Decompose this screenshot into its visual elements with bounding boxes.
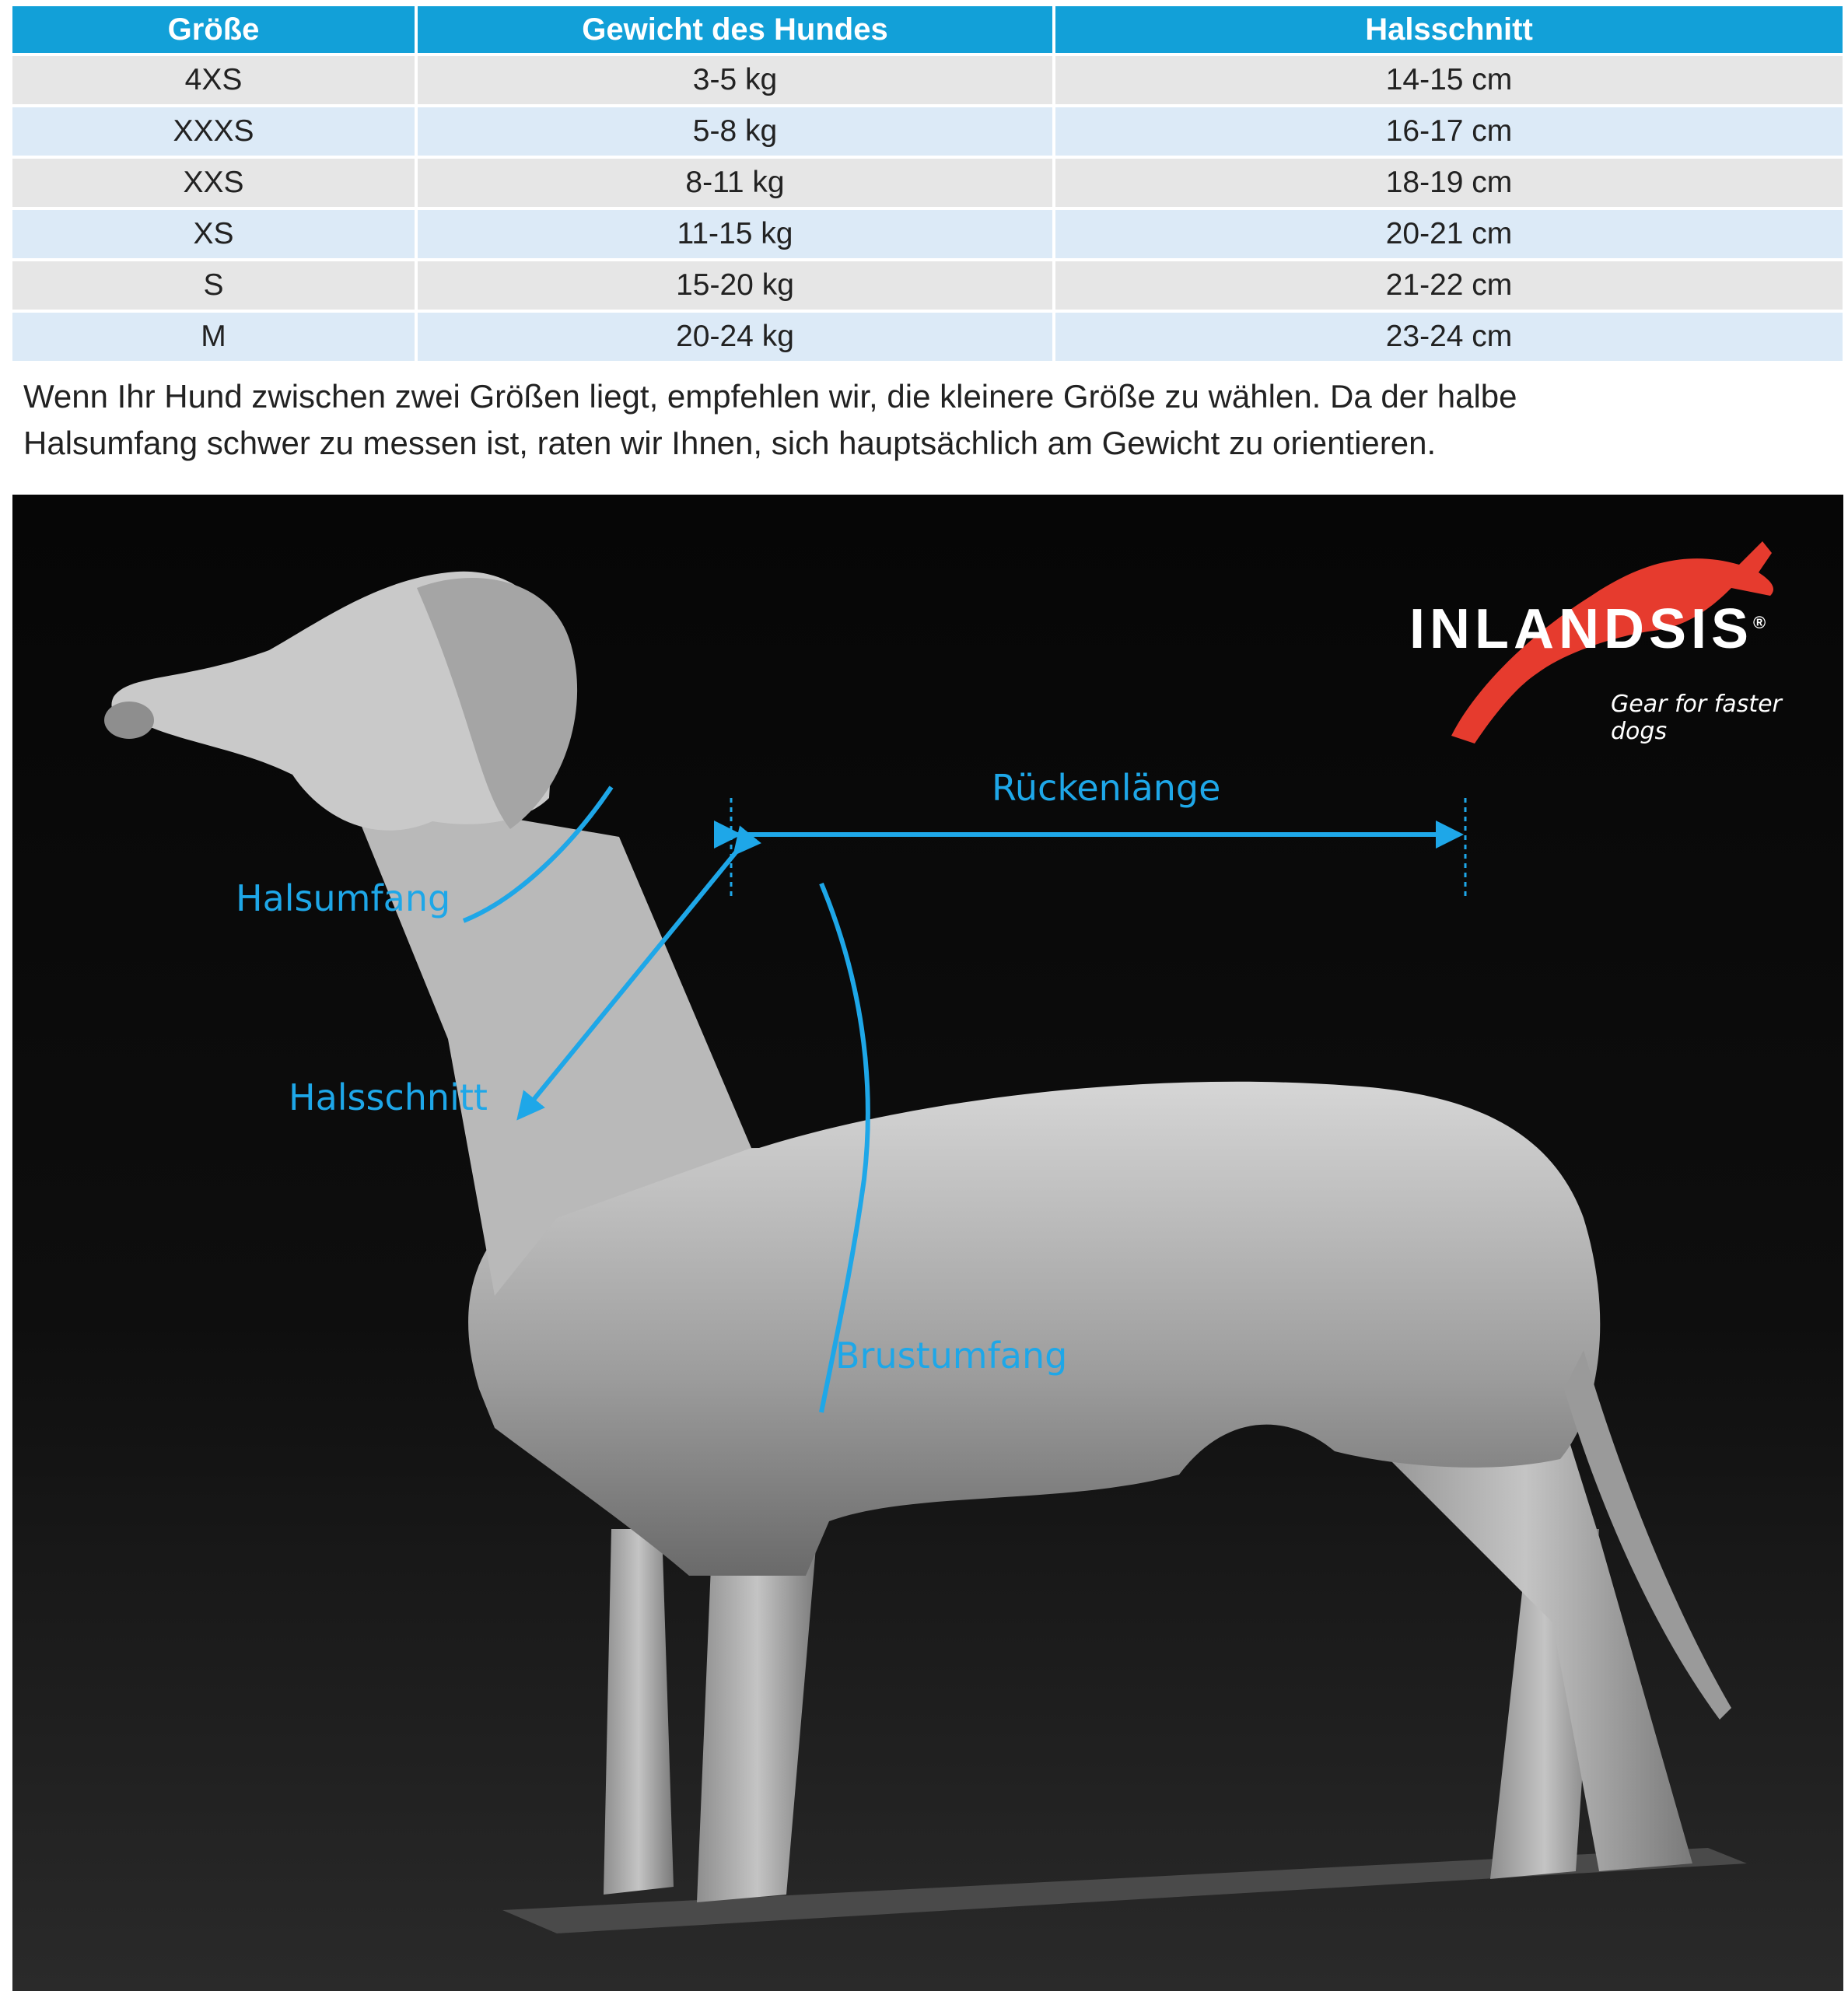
logo-tagline: Gear for faster dogs	[1611, 691, 1782, 745]
table-row	[12, 208, 1843, 260]
size-cell: 4XS	[12, 54, 416, 106]
table-row	[12, 260, 1843, 311]
registered-mark: ®	[1753, 613, 1771, 632]
note-line-1: Wenn Ihr Hund zwischen zwei Größen liegt, empfehlen wir, die kleinere Größe zu wählen. Da der halbe	[23, 378, 1517, 415]
table-header-row	[12, 6, 1843, 54]
neck-cut-cell: 16-17 cm	[1054, 106, 1843, 157]
dog-anatomy-figure	[12, 495, 1843, 1991]
header-size: Größe	[12, 6, 416, 54]
weight-cell: 8-11 kg	[416, 157, 1054, 208]
size-cell: M	[12, 311, 416, 361]
header-dog-weight: Gewicht des Hundes	[416, 6, 1054, 54]
sizing-advice-note	[23, 373, 1828, 467]
size-cell: XXXS	[12, 106, 416, 157]
neck-cut-cell: 18-19 cm	[1054, 157, 1843, 208]
weight-cell: 3-5 kg	[416, 54, 1054, 106]
neck-cut-cell: 14-15 cm	[1054, 54, 1843, 106]
logo-wordmark	[1409, 597, 1770, 661]
label-chest-circumference: Brustumfang	[835, 1335, 1068, 1377]
front-leg-far	[604, 1529, 674, 1895]
weight-cell: 5-8 kg	[416, 106, 1054, 157]
size-cell: XXS	[12, 157, 416, 208]
size-cell: S	[12, 260, 416, 311]
header-neck-cut: Halsschnitt	[1054, 6, 1843, 54]
logo-wordmark-text: INLANDSIS	[1409, 598, 1754, 660]
table-row	[12, 54, 1843, 106]
label-neck-cut: Halsschnitt	[289, 1076, 488, 1118]
weight-cell: 20-24 kg	[416, 311, 1054, 361]
table-row	[12, 106, 1843, 157]
neck-cut-cell: 23-24 cm	[1054, 311, 1843, 361]
front-leg-near	[697, 1529, 817, 1902]
label-neck-circumference: Halsumfang	[236, 877, 451, 919]
note-line-2: Halsumfang schwer zu messen ist, raten wir Ihnen, sich hauptsächlich am Gewicht zu orientieren.	[23, 425, 1437, 461]
neck-cut-cell: 21-22 cm	[1054, 260, 1843, 311]
dog-nose	[104, 702, 154, 739]
table-row	[12, 311, 1843, 361]
table-row	[12, 157, 1843, 208]
label-back-length: Rückenlänge	[992, 767, 1221, 809]
dog-illustration	[12, 495, 1843, 1991]
weight-cell: 11-15 kg	[416, 208, 1054, 260]
size-cell: XS	[12, 208, 416, 260]
size-table	[12, 6, 1843, 361]
neck-cut-cell: 20-21 cm	[1054, 208, 1843, 260]
weight-cell: 15-20 kg	[416, 260, 1054, 311]
